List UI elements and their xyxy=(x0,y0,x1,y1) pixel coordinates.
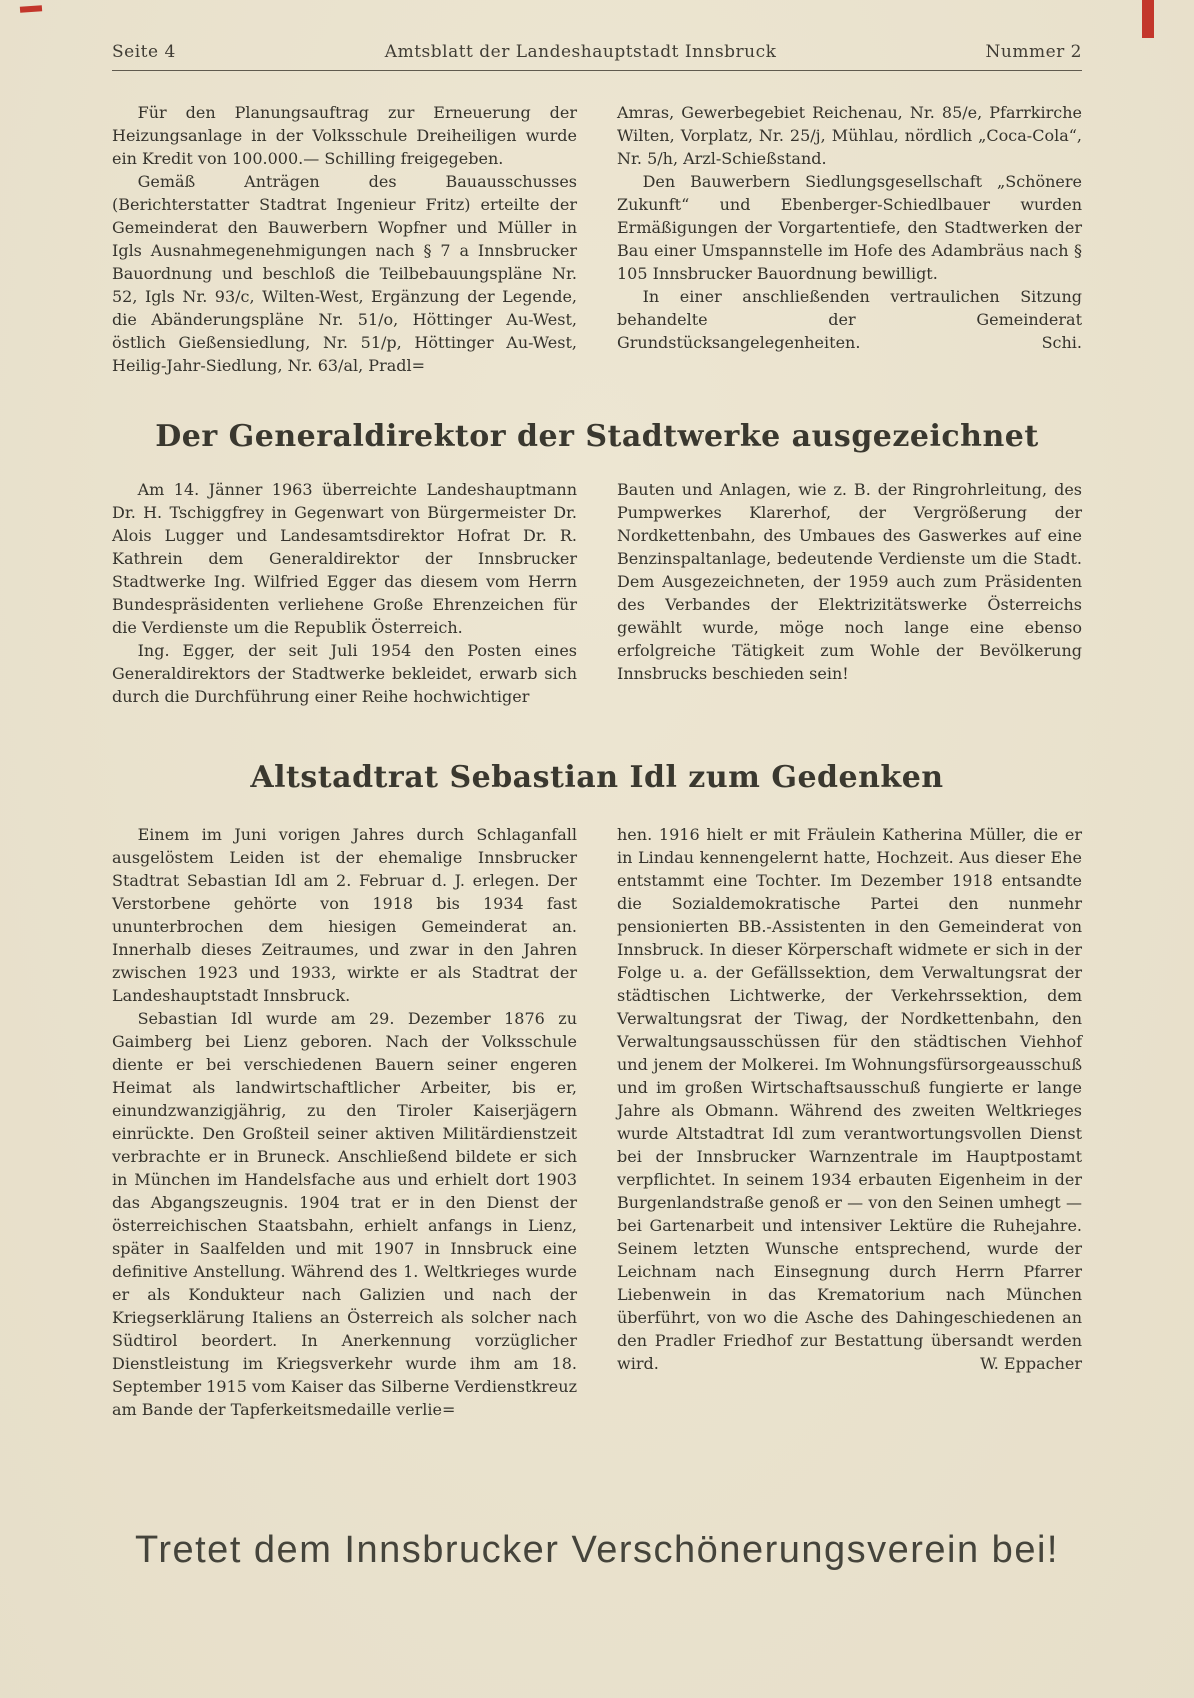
page-footer xyxy=(112,1529,1082,1572)
author-initials: Schi. xyxy=(1041,333,1082,352)
paragraph: Ing. Egger, der seit Juli 1954 den Posten eines Generaldirektors der Stadtwerke bekleidet, erwarb sich durch die Durchführung einer Reihe hochwichtiger xyxy=(112,641,577,706)
paragraph: In einer anschließenden vertraulichen Sitzung behandelte der Gemeinderat Grundstücksangelegenheiten. xyxy=(617,287,1082,352)
article-idl-left-column xyxy=(112,823,577,1421)
banner-slogan: Tretet dem Innsbrucker Verschönerungsverein bei! xyxy=(135,1529,1059,1571)
paragraph: Am 14. Jänner 1963 überreichte Landeshauptmann Dr. H. Tschiggfrey in Gegenwart von Bürgermeister Dr. Alois Lugger und Landesamtsdirektor Hofrat Dr. R. Kathrein dem Generaldirektor der Innsbrucker Stadtwerke Ing. Wilfried Egger das diesem vom Herrn Bundespräsidenten verliehene Große Ehrenzeichen für die Verdienste um die Republik Österreich. xyxy=(112,480,577,637)
masthead-rule xyxy=(112,70,1082,71)
article-title-generaldirektor: Der Generaldirektor der Stadtwerke ausgezeichnet xyxy=(155,419,1039,454)
page-number-label: Seite 4 xyxy=(112,42,176,62)
paragraph: Einem im Juni vorigen Jahres durch Schlaganfall ausgelöstem Leiden ist der ehemalige Innsbrucker Stadtrat Sebastian Idl am 2. Februar d. J. erlegen. Der Verstorbene gehörte von 1918 bis 1934 fast ununterbrochen dem hiesigen Gemeinderat an. Innerhalb dieses Zeitraumes, und zwar in den Jahren zwischen 1923 und 1933, wirkte er als Stadtrat der Landeshauptstadt Innsbruck. xyxy=(112,825,577,1005)
article-title-sebastian-idl: Altstadtrat Sebastian Idl zum Gedenken xyxy=(250,760,944,795)
paragraph: Für den Planungsauftrag zur Erneuerung der Heizungsanlage in der Volksschule Dreiheiligen wurde ein Kredit von 100.000.— Schilling freigegeben. xyxy=(112,103,577,168)
article-generaldirektor xyxy=(112,419,1082,708)
red-scan-mark-right xyxy=(1142,0,1154,38)
masthead xyxy=(112,42,1082,71)
paragraph: Den Bauwerbern Siedlungsgesellschaft „Schönere Zukunft“ und Ebenberger-Schiedlbauer wurden Ermäßigungen der Vorgartentiefe, den Stadtwerken der Bau einer Umspannstelle im Hofe des Adambräus nach § 105 Innsbrucker Bauordnung bewilligt. xyxy=(617,172,1082,283)
article-sebastian-idl xyxy=(112,760,1082,1421)
council-report-left-column xyxy=(112,101,577,377)
red-scan-mark-left xyxy=(20,5,42,13)
author-signature: W. Eppacher xyxy=(980,1354,1082,1373)
paragraph: hen. 1916 hielt er mit Fräulein Katherina Müller, die er in Lindau kennengelernt hatte, Hochzeit. Aus dieser Ehe entstammt eine Tochter. Im Dezember 1918 entsandte die Sozialdemokratische Partei den nunmehr pensionierten BB.-Assistenten in den Gemeinderat von Innsbruck. In dieser Körperschaft widmete er sich in der Folge u. a. der Gefällssektion, dem Verwaltungsrat der städtischen Lichtwerke, der Verkehrssektion, dem Verwaltungsrat der Tiwag, der Nordkettenbahn, den Verwaltungsausschüssen für den städtischen Viehhof und jenem der Molkerei. Im Wohnungsfürsorgeausschuß und im großen Wirtschaftsausschuß fungierte er lange Jahre als Obmann. Während des zweiten Weltkrieges wurde Altstadtrat Idl zum verantwortungsvollen Dienst bei der Innsbrucker Warnzentrale im Hauptpostamt verpflichtet. In seinem 1934 erbauten Eigenheim in der Burgenlandstraße genoß er — von den Seinen umhegt — bei Gartenarbeit und intensiver Lektüre die Ruhejahre. Seinem letzten Wunsche entsprechend, wurde der Leichnam nach Einsegnung durch Herrn Pfarrer Liebenwein in das Krematorium nach München überführt, von wo die Asche des Dahingeschiedenen an den Pradler Friedhof zur Bestattung übersandt werden wird. xyxy=(617,825,1082,1373)
paragraph: Gemäß Anträgen des Bauausschusses (Berichterstatter Stadtrat Ingenieur Fritz) erteilte der Gemeinderat den Bauwerbern Wopfner und Müller in Igls Ausnahmegenehmigungen nach § 7 a Innsbrucker Bauordnung und beschloß die Teilbebauungspläne Nr. 52, Igls Nr. 93/c, Wilten-West, Ergänzung der Legende, die Abänderungspläne Nr. 51/o, Höttinger Au-West, östlich Gießensiedlung, Nr. 51/p, Höttinger Au-West, Heilig-Jahr-Siedlung, Nr. 63/al, Pradl= xyxy=(112,172,577,375)
newspaper-title: Amtsblatt der Landeshauptstadt Innsbruck xyxy=(384,42,777,62)
paragraph: Amras, Gewerbegebiet Reichenau, Nr. 85/e, Pfarrkirche Wilten, Vorplatz, Nr. 25/j, Mühlau, nördlich „Coca-Cola“, Nr. 5/h, Arzl-Schießstand. xyxy=(617,103,1082,168)
article-egger-left-column xyxy=(112,478,577,708)
paragraph: Bauten und Anlagen, wie z. B. der Ringrohrleitung, des Pumpwerkes Klarerhof, der Vergrößerung der Nordkettenbahn, des Umbaues des Gaswerkes auf eine Benzinspaltanlage, bedeutende Verdienste um die Stadt. Dem Ausgezeichneten, der 1959 auch zum Präsidenten des Verbandes der Elektrizitätswerke Österreichs gewählt wurde, möge noch lange eine ebenso erfolgreiche Tätigkeit zum Wohle der Bevölkerung Innsbrucks beschieden sein! xyxy=(617,480,1082,683)
council-report-right-column xyxy=(617,101,1082,377)
article-egger-right-column xyxy=(617,478,1082,708)
issue-number-label: Nummer 2 xyxy=(985,42,1082,62)
paragraph: Sebastian Idl wurde am 29. Dezember 1876 zu Gaimberg bei Lienz geboren. Nach der Volksschule diente er bei verschiedenen Bauern seiner engeren Heimat als landwirtschaftlicher Arbeiter, bis er, einundzwanzigjährig, zu den Tiroler Kaiserjägern einrückte. Den Großteil seiner aktiven Militärdienstzeit verbrachte er in Bruneck. Anschließend bildete er sich in München im Handelsfache aus und erhielt dort 1903 das Abgangszeugnis. 1904 trat er in den Dienst der österreichischen Staatsbahn, erhielt anfangs in Lienz, später in Saalfelden und mit 1907 in Innsbruck eine definitive Anstellung. Während des 1. Weltkrieges wurde er als Kondukteur nach Galizien und nach der Kriegserklärung Italiens an Österreich als solcher nach Südtirol beordert. In Anerkennung vorzüglicher Dienstleistung im Kriegsverkehr wurde ihm am 18. September 1915 vom Kaiser das Silberne Verdienstkreuz am Bande der Tapferkeitsmedaille verlie= xyxy=(112,1009,577,1419)
council-report-section xyxy=(112,101,1082,377)
article-idl-right-column xyxy=(617,823,1082,1421)
